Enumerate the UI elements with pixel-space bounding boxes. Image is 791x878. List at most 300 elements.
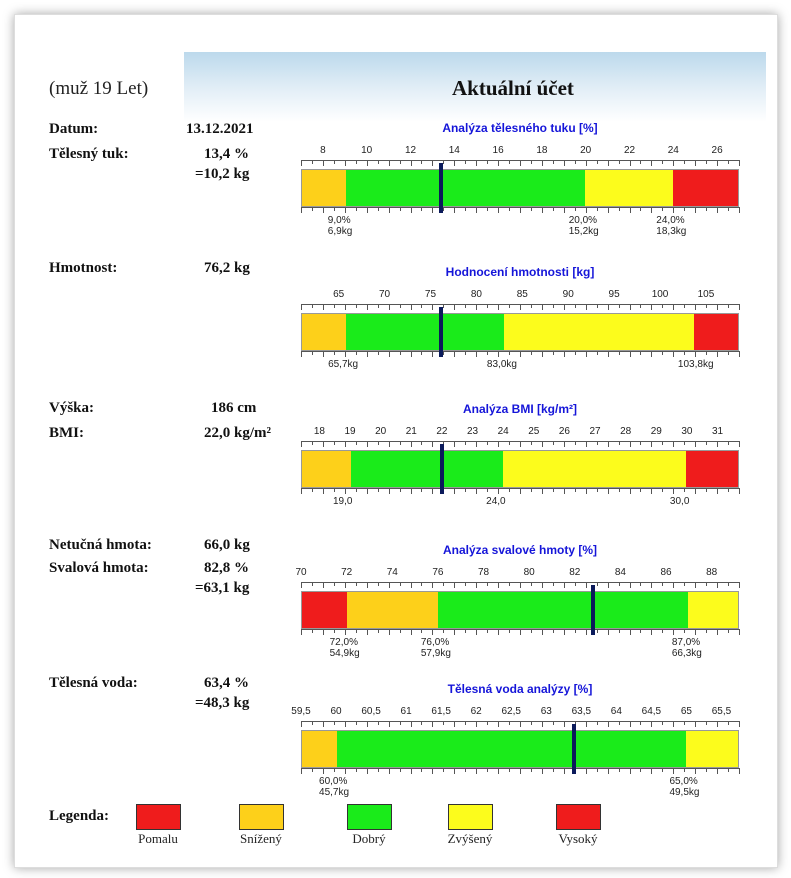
- gauge-tick-label: 63: [540, 706, 552, 717]
- gauge-segment-high: [503, 451, 686, 487]
- ruler-tick: [421, 582, 422, 586]
- gauge-tick-label: 28: [620, 426, 632, 437]
- gauge-segment-good: [337, 731, 686, 767]
- ruler-tick: [432, 629, 433, 635]
- boundary-kg: 6,9kg: [327, 226, 353, 237]
- ruler-tick: [454, 721, 455, 727]
- ruler-tick: [717, 721, 718, 727]
- gauge-tick-label: 80: [470, 289, 482, 300]
- ruler-tick: [334, 629, 335, 633]
- ruler-tick: [432, 441, 433, 447]
- ruler-tick: [630, 488, 631, 494]
- lean-mass-label: Netučná hmota:: [49, 537, 152, 553]
- ruler-tick: [509, 441, 510, 445]
- gauge-tick-label: 8: [320, 145, 326, 156]
- ruler-tick: [487, 721, 488, 725]
- gauge-segment-low: [302, 731, 337, 767]
- ruler-tick: [728, 441, 729, 445]
- gauge-bar: [301, 169, 739, 207]
- ruler-tick: [553, 768, 554, 772]
- ruler-tick: [389, 351, 390, 357]
- ruler-tick: [323, 629, 324, 635]
- ruler-tick: [378, 304, 379, 308]
- ruler-tick: [575, 351, 576, 355]
- gauge-tick-label: 72: [341, 567, 353, 578]
- gauge-title: Analýza svalové hmoty [%]: [442, 543, 598, 557]
- ruler-tick: [717, 160, 718, 166]
- ruler-tick: [684, 768, 685, 772]
- ruler-tick: [739, 160, 740, 166]
- ruler-tick: [432, 207, 433, 213]
- ruler-tick: [564, 629, 565, 635]
- ruler-tick: [312, 351, 313, 355]
- ruler-tick: [531, 721, 532, 725]
- gauge-segment-low: [302, 451, 351, 487]
- ruler-tick: [487, 207, 488, 211]
- ruler-tick: [651, 351, 652, 357]
- ruler-tick: [432, 768, 433, 774]
- ruler-tick: [706, 721, 707, 725]
- ruler-tick: [651, 488, 652, 494]
- gauge-tick-label: 31: [711, 426, 724, 437]
- gauge-tick-label: 27: [589, 426, 601, 437]
- gauge-bottom-ruler: [301, 488, 739, 495]
- ruler-tick: [356, 351, 357, 355]
- ruler-tick: [476, 351, 477, 357]
- legend-swatch-zvýšený: [448, 804, 493, 830]
- ruler-tick: [608, 721, 609, 727]
- ruler-tick: [443, 304, 444, 308]
- ruler-tick: [662, 582, 663, 586]
- ruler-tick: [553, 721, 554, 725]
- gauge-bottom-ruler: [301, 351, 739, 358]
- bmi-label: BMI:: [49, 425, 84, 441]
- gauge-title: Hodnocení hmotnosti [kg]: [445, 265, 595, 279]
- boundary-percent: 65,0%: [669, 776, 698, 787]
- gauge-tick-label: 21: [405, 426, 417, 437]
- ruler-tick: [487, 629, 488, 633]
- ruler-tick: [421, 721, 422, 725]
- gauge-tick-label: 62: [470, 706, 482, 717]
- ruler-tick: [717, 768, 718, 774]
- ruler-tick: [476, 304, 477, 310]
- ruler-tick: [630, 160, 631, 166]
- ruler-tick: [531, 207, 532, 211]
- ruler-tick: [356, 768, 357, 772]
- ruler-tick: [345, 721, 346, 727]
- ruler-tick: [400, 582, 401, 586]
- ruler-tick: [684, 304, 685, 308]
- ruler-tick: [640, 582, 641, 586]
- ruler-tick: [389, 207, 390, 213]
- gauge-bar: [301, 591, 739, 629]
- ruler-tick: [345, 488, 346, 494]
- ruler-tick: [553, 488, 554, 492]
- gauge-segment-good: [346, 314, 504, 350]
- ruler-tick: [695, 582, 696, 588]
- gauge-title: Analýza tělesného tuku [%]: [442, 121, 598, 135]
- ruler-tick: [597, 207, 598, 211]
- ruler-tick: [684, 582, 685, 586]
- boundary-percent: 24,0%: [656, 215, 685, 226]
- gauge-top-ruler: [301, 721, 739, 728]
- ruler-tick: [597, 304, 598, 308]
- ruler-tick: [432, 721, 433, 727]
- ruler-tick: [640, 768, 641, 772]
- ruler-tick: [684, 207, 685, 211]
- ruler-tick: [640, 207, 641, 211]
- ruler-tick: [597, 351, 598, 355]
- ruler-tick: [706, 768, 707, 772]
- ruler-tick: [564, 207, 565, 213]
- boundary-kg: 18,3kg: [656, 226, 687, 237]
- ruler-tick: [553, 207, 554, 211]
- ruler-tick: [542, 721, 543, 727]
- ruler-tick: [476, 768, 477, 774]
- ruler-tick: [389, 721, 390, 727]
- ruler-tick: [378, 160, 379, 164]
- ruler-tick: [411, 629, 412, 635]
- ruler-tick: [542, 351, 543, 357]
- ruler-tick: [443, 768, 444, 772]
- ruler-tick: [323, 304, 324, 310]
- ruler-tick: [345, 768, 346, 774]
- lean-mass-value: 66,0 kg: [204, 537, 250, 553]
- height-value: 186 cm: [211, 400, 257, 416]
- ruler-tick: [695, 629, 696, 635]
- boundary-percent: 65,7kg: [328, 359, 359, 370]
- ruler-tick: [367, 351, 368, 357]
- ruler-tick: [564, 488, 565, 494]
- ruler-tick: [640, 304, 641, 308]
- ruler-tick: [531, 441, 532, 445]
- gauge-bottom-ruler: [301, 207, 739, 214]
- ruler-tick: [400, 351, 401, 355]
- ruler-tick: [520, 721, 521, 727]
- ruler-tick: [630, 441, 631, 447]
- ruler-tick: [564, 160, 565, 166]
- ruler-tick: [378, 582, 379, 586]
- body-fat-label: Tělesný tuk:: [49, 146, 129, 162]
- gauge-tick-label: 63,5: [571, 706, 592, 717]
- ruler-tick: [542, 441, 543, 447]
- gauge-segment-high: [688, 592, 738, 628]
- ruler-tick: [476, 582, 477, 588]
- gauge-current-value-marker: [572, 724, 576, 774]
- ruler-tick: [334, 207, 335, 211]
- legend-swatch-dobrý: [347, 804, 392, 830]
- gauge-tick-label: 59,5: [291, 706, 311, 717]
- ruler-tick: [531, 304, 532, 308]
- ruler-tick: [619, 582, 620, 586]
- ruler-tick: [520, 629, 521, 635]
- ruler-tick: [575, 160, 576, 164]
- legend-label: Pomalu: [138, 831, 178, 846]
- ruler-tick: [586, 721, 587, 727]
- gauge-tick-label: 70: [378, 289, 391, 300]
- ruler-tick: [684, 441, 685, 445]
- ruler-tick: [476, 488, 477, 494]
- ruler-tick: [443, 629, 444, 633]
- ruler-tick: [640, 441, 641, 445]
- gauge-boundary-label: [319, 776, 349, 798]
- legend-label: Zvýšený: [447, 831, 493, 846]
- ruler-tick: [673, 304, 674, 310]
- ruler-tick: [509, 721, 510, 725]
- body-water-kg: =48,3 kg: [195, 695, 250, 711]
- ruler-tick: [619, 721, 620, 725]
- ruler-tick: [356, 629, 357, 633]
- ruler-tick: [432, 160, 433, 166]
- ruler-tick: [531, 160, 532, 164]
- gauge-tick-label: 60: [330, 706, 342, 717]
- ruler-tick: [356, 721, 357, 725]
- ruler-tick: [421, 304, 422, 308]
- ruler-tick: [586, 304, 587, 310]
- ruler-tick: [454, 160, 455, 166]
- legend-label: Dobrý: [352, 831, 386, 846]
- gauge-segment-good: [438, 592, 688, 628]
- boundary-kg: 45,7kg: [319, 787, 350, 798]
- ruler-tick: [673, 582, 674, 588]
- ruler-tick: [367, 441, 368, 447]
- ruler-tick: [706, 582, 707, 586]
- ruler-tick: [706, 488, 707, 492]
- ruler-tick: [651, 160, 652, 166]
- ruler-tick: [421, 160, 422, 164]
- ruler-tick: [608, 629, 609, 635]
- ruler-tick: [345, 207, 346, 213]
- ruler-tick: [619, 160, 620, 164]
- legend-swatch-snížený: [239, 804, 284, 830]
- gauge-top-ruler: [301, 160, 739, 167]
- ruler-tick: [411, 488, 412, 494]
- ruler-tick: [421, 351, 422, 355]
- ruler-tick: [378, 629, 379, 633]
- boundary-percent: 103,8kg: [677, 359, 714, 370]
- gauge-tick-label: 26: [558, 426, 570, 437]
- ruler-tick: [673, 351, 674, 357]
- ruler-tick: [411, 160, 412, 166]
- ruler-tick: [728, 304, 729, 308]
- ruler-tick: [454, 629, 455, 635]
- ruler-tick: [509, 629, 510, 633]
- gauge-tick-label: 86: [660, 567, 672, 578]
- ruler-tick: [651, 721, 652, 727]
- gauge-tick-label: 90: [562, 289, 574, 300]
- ruler-tick: [454, 768, 455, 774]
- boundary-percent: 72,0%: [329, 637, 358, 648]
- boundary-percent: 83,0kg: [486, 359, 517, 370]
- gauge-tick-label: 29: [650, 426, 662, 437]
- gauge-segment-high: [585, 170, 672, 206]
- ruler-tick: [673, 488, 674, 494]
- ruler-tick: [345, 160, 346, 166]
- ruler-tick: [498, 160, 499, 166]
- ruler-tick: [378, 207, 379, 211]
- ruler-tick: [389, 629, 390, 635]
- gauge-tick-label: 78: [477, 567, 490, 578]
- gauge-tick-label: 30: [681, 426, 693, 437]
- ruler-tick: [389, 768, 390, 774]
- gauge-segment-high: [686, 731, 738, 767]
- ruler-tick: [630, 582, 631, 588]
- ruler-tick: [728, 160, 729, 164]
- ruler-tick: [498, 721, 499, 727]
- ruler-tick: [608, 207, 609, 213]
- boundary-percent: 60,0%: [319, 776, 348, 787]
- ruler-tick: [487, 441, 488, 445]
- ruler-tick: [454, 441, 455, 447]
- ruler-tick: [476, 441, 477, 447]
- ruler-tick: [717, 304, 718, 310]
- gauge-tick-label: 22: [623, 145, 636, 156]
- ruler-tick: [651, 304, 652, 310]
- ruler-tick: [476, 160, 477, 166]
- gauge-top-ruler: [301, 582, 739, 589]
- gauge-tick-label: 95: [608, 289, 620, 300]
- gauge-segment-high: [504, 314, 694, 350]
- gauge-bottom-ruler: [301, 629, 739, 636]
- ruler-tick: [662, 304, 663, 308]
- legend-title: Legenda:: [49, 808, 109, 824]
- weight-value: 76,2 kg: [204, 260, 250, 276]
- ruler-tick: [301, 582, 302, 588]
- ruler-tick: [597, 768, 598, 772]
- boundary-percent: 20,0%: [568, 215, 598, 226]
- ruler-tick: [421, 488, 422, 492]
- boundary-kg: 54,9kg: [329, 648, 360, 659]
- ruler-tick: [608, 160, 609, 166]
- ruler-tick: [421, 207, 422, 211]
- ruler-tick: [662, 721, 663, 725]
- ruler-tick: [487, 582, 488, 586]
- gauge-tick-label: 14: [448, 145, 460, 156]
- ruler-tick: [619, 488, 620, 492]
- weight-label: Hmotnost:: [49, 260, 118, 276]
- date-value: 13.12.2021: [186, 121, 254, 137]
- ruler-tick: [651, 629, 652, 635]
- ruler-tick: [334, 441, 335, 445]
- legend-swatch-vysoký: [556, 804, 601, 830]
- ruler-tick: [695, 768, 696, 774]
- gauge-tick-label: 20: [580, 145, 592, 156]
- ruler-tick: [378, 488, 379, 492]
- gauge-tick-label: 61: [400, 706, 412, 717]
- ruler-tick: [542, 629, 543, 635]
- ruler-tick: [640, 488, 641, 492]
- gauge-tick-label: 61,5: [431, 706, 451, 717]
- ruler-tick: [509, 488, 510, 492]
- ruler-tick: [739, 488, 740, 494]
- ruler-tick: [498, 441, 499, 447]
- ruler-tick: [553, 441, 554, 445]
- ruler-tick: [356, 441, 357, 445]
- height-label: Výška:: [49, 400, 95, 416]
- ruler-tick: [695, 351, 696, 357]
- gauge-top-ruler: [301, 304, 739, 311]
- ruler-tick: [739, 441, 740, 447]
- ruler-tick: [367, 629, 368, 635]
- ruler-tick: [673, 768, 674, 774]
- gauge-tick-label: 19: [344, 426, 356, 437]
- gauge-tick-label: 70: [295, 567, 307, 578]
- ruler-tick: [575, 582, 576, 586]
- ruler-tick: [575, 207, 576, 211]
- ruler-tick: [411, 721, 412, 727]
- gauge-segment-low: [302, 314, 346, 350]
- ruler-tick: [531, 488, 532, 492]
- ruler-tick: [597, 582, 598, 586]
- ruler-tick: [443, 582, 444, 586]
- ruler-tick: [432, 582, 433, 588]
- ruler-tick: [564, 721, 565, 727]
- ruler-tick: [389, 304, 390, 310]
- ruler-tick: [673, 441, 674, 447]
- gauge-boundary-label: [330, 637, 360, 659]
- gauge-segment-good: [346, 170, 586, 206]
- ruler-tick: [312, 768, 313, 772]
- ruler-tick: [739, 629, 740, 635]
- ruler-tick: [323, 488, 324, 494]
- ruler-tick: [619, 207, 620, 211]
- ruler-tick: [619, 304, 620, 308]
- ruler-tick: [728, 488, 729, 492]
- muscle-mass-kg: =63,1 kg: [195, 580, 250, 596]
- legend-label: Vysoký: [558, 831, 598, 846]
- ruler-tick: [411, 441, 412, 447]
- gauge-current-value-marker: [591, 585, 595, 635]
- ruler-tick: [334, 160, 335, 164]
- ruler-tick: [608, 768, 609, 774]
- ruler-tick: [312, 721, 313, 725]
- ruler-tick: [531, 768, 532, 772]
- ruler-tick: [345, 351, 346, 357]
- ruler-tick: [520, 768, 521, 774]
- ruler-tick: [312, 207, 313, 211]
- ruler-tick: [487, 488, 488, 492]
- ruler-tick: [400, 488, 401, 492]
- ruler-tick: [597, 441, 598, 445]
- ruler-tick: [520, 351, 521, 357]
- bmi-value: 22,0 kg/m²: [204, 425, 272, 441]
- ruler-tick: [564, 582, 565, 588]
- ruler-tick: [586, 351, 587, 357]
- sex-age-label: (muž 19 Let): [49, 78, 149, 99]
- ruler-tick: [334, 304, 335, 308]
- ruler-tick: [389, 582, 390, 588]
- ruler-tick: [400, 441, 401, 445]
- boundary-percent: 87,0%: [671, 637, 701, 648]
- ruler-tick: [706, 351, 707, 355]
- ruler-tick: [717, 441, 718, 447]
- ruler-tick: [509, 351, 510, 355]
- ruler-tick: [334, 488, 335, 492]
- ruler-tick: [400, 160, 401, 164]
- ruler-tick: [411, 582, 412, 588]
- ruler-tick: [465, 441, 466, 445]
- ruler-tick: [717, 629, 718, 635]
- gauge-boundary-label: [656, 215, 686, 237]
- ruler-tick: [465, 351, 466, 355]
- ruler-tick: [465, 721, 466, 725]
- ruler-tick: [411, 768, 412, 774]
- ruler-tick: [597, 721, 598, 725]
- gauge-boundary-label: [678, 359, 714, 370]
- ruler-tick: [662, 629, 663, 633]
- ruler-tick: [301, 160, 302, 166]
- ruler-tick: [542, 488, 543, 494]
